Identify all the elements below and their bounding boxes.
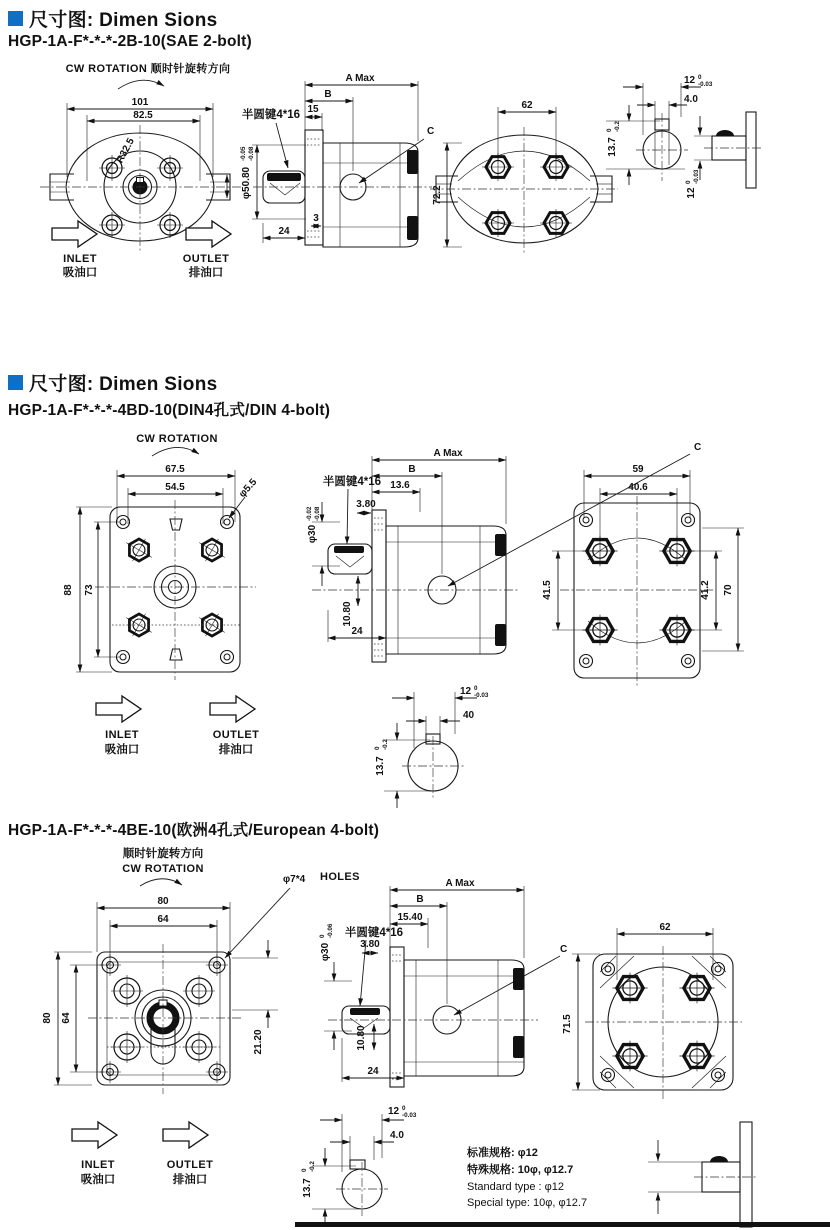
section1-drawing bbox=[0, 55, 830, 365]
flange-plate bbox=[740, 1122, 752, 1227]
valve-nut bbox=[120, 531, 158, 568]
pump-body bbox=[404, 960, 524, 1076]
rotation-label: CW ROTATION bbox=[136, 433, 218, 445]
outlet-label-cn: 排油口 bbox=[172, 1174, 208, 1186]
outlet-label: OUTLET bbox=[212, 729, 260, 741]
svg-text:21.20: 21.20 bbox=[253, 1029, 264, 1055]
hex-nut bbox=[679, 973, 714, 1004]
svg-text:A Max: A Max bbox=[345, 73, 375, 84]
svg-text:12: 12 bbox=[460, 686, 472, 697]
key-label: 半圆键4*16 bbox=[241, 109, 301, 121]
inlet-arrow-icon bbox=[52, 221, 97, 247]
corner-bolt-hole bbox=[712, 1069, 725, 1082]
svg-text:-0.2: -0.2 bbox=[382, 739, 389, 750]
note-standard-en: Standard type : φ12 bbox=[467, 1181, 565, 1193]
sae-rear-view bbox=[430, 100, 618, 255]
port-boss bbox=[513, 1036, 524, 1058]
svg-text:80: 80 bbox=[157, 896, 169, 907]
svg-text:24: 24 bbox=[367, 1066, 379, 1077]
svg-text:0: 0 bbox=[698, 74, 702, 81]
relief-bottom bbox=[170, 649, 182, 660]
shaft-chamfer bbox=[336, 556, 364, 567]
corner-bolt-hole bbox=[580, 514, 593, 527]
svg-text:13.6: 13.6 bbox=[390, 480, 410, 491]
svg-text:-0.03: -0.03 bbox=[693, 169, 700, 184]
svg-text:59: 59 bbox=[632, 464, 644, 475]
corner-bolt-hole bbox=[602, 963, 615, 976]
svg-text:3: 3 bbox=[313, 213, 319, 224]
holes-label: HOLES bbox=[320, 871, 360, 883]
svg-text:15.40: 15.40 bbox=[397, 912, 423, 923]
shaft-key bbox=[334, 546, 364, 553]
sae-side-view bbox=[240, 73, 434, 247]
bolt-circle bbox=[157, 155, 183, 181]
flange-plate bbox=[390, 947, 404, 1087]
port-boss bbox=[407, 150, 418, 174]
sae-front-view bbox=[40, 61, 242, 279]
svg-text:0: 0 bbox=[402, 1105, 406, 1112]
corner-hole bbox=[99, 1061, 121, 1083]
hex-nut bbox=[612, 973, 647, 1004]
svg-text:41.5: 41.5 bbox=[542, 580, 553, 600]
svg-text:φ30: φ30 bbox=[320, 942, 331, 962]
port-boss bbox=[513, 968, 524, 990]
c-label: C bbox=[427, 126, 435, 137]
port-boss bbox=[495, 624, 506, 646]
svg-text:12: 12 bbox=[684, 75, 696, 86]
inlet-arrow-icon bbox=[96, 696, 141, 722]
note-special-en: Special type: 10φ, φ12.7 bbox=[467, 1197, 588, 1209]
holes-dia: φ7*4 bbox=[283, 874, 306, 885]
svg-text:64: 64 bbox=[157, 914, 169, 925]
svg-text:41.2: 41.2 bbox=[700, 580, 711, 600]
outlet-label-cn: 排油口 bbox=[188, 267, 224, 279]
corner-bolt-hole bbox=[580, 655, 593, 668]
hex-nut bbox=[659, 615, 694, 646]
dimensions bbox=[432, 100, 556, 247]
rotation-label: CW ROTATION 顺时针旋转方向 bbox=[65, 63, 231, 75]
section1-header bbox=[8, 5, 217, 32]
hex-nut bbox=[482, 209, 514, 237]
inlet-label: INLET bbox=[63, 253, 97, 265]
svg-text:13.7: 13.7 bbox=[375, 756, 386, 776]
relief-top bbox=[170, 519, 182, 530]
inlet-label-cn: 吸油口 bbox=[104, 744, 140, 756]
svg-text:54.5: 54.5 bbox=[165, 482, 185, 493]
valve-nut bbox=[193, 531, 231, 568]
svg-text:B: B bbox=[324, 89, 332, 100]
flange-outline bbox=[97, 952, 230, 1085]
svg-text:62: 62 bbox=[521, 100, 533, 111]
svg-text:24: 24 bbox=[351, 626, 363, 637]
rotation-label-cn: 顺时针旋转方向 bbox=[122, 848, 204, 860]
svg-text:φ5.5: φ5.5 bbox=[237, 476, 260, 500]
inlet-label: INLET bbox=[81, 1159, 115, 1171]
section2-drawing bbox=[0, 418, 830, 818]
rotation-label: CW ROTATION bbox=[122, 863, 204, 875]
svg-text:φ30: φ30 bbox=[307, 524, 318, 544]
hex-nut bbox=[582, 536, 617, 567]
din-side-view bbox=[306, 442, 701, 662]
svg-text:82.5: 82.5 bbox=[133, 110, 153, 121]
shaft-detail bbox=[606, 74, 713, 185]
svg-text:72.2: 72.2 bbox=[432, 185, 443, 205]
svg-text:4.0: 4.0 bbox=[684, 94, 698, 105]
svg-text:88: 88 bbox=[63, 584, 74, 596]
shaft-detail bbox=[301, 1105, 417, 1227]
svg-text:0: 0 bbox=[301, 1168, 308, 1172]
corner-bolt-hole bbox=[712, 963, 725, 976]
key-section bbox=[710, 1156, 728, 1162]
cw-arc-arrow-icon bbox=[152, 447, 199, 456]
corner-hole bbox=[206, 954, 228, 976]
port-circle bbox=[111, 975, 143, 1007]
svg-text:R32.5: R32.5 bbox=[114, 136, 137, 166]
flange-plate bbox=[746, 112, 756, 188]
svg-text:13.7: 13.7 bbox=[607, 137, 618, 157]
hex-nut bbox=[482, 153, 514, 181]
inlet-label-cn: 吸油口 bbox=[80, 1174, 116, 1186]
euro-front-view bbox=[42, 846, 360, 1186]
svg-text:-0.2: -0.2 bbox=[614, 121, 621, 132]
corner-bolt-hole bbox=[602, 1069, 615, 1082]
hex-nut bbox=[659, 536, 694, 567]
blue-square-bullet bbox=[8, 375, 23, 390]
svg-text:-0.08: -0.08 bbox=[248, 146, 255, 161]
svg-text:3.80: 3.80 bbox=[356, 499, 376, 510]
svg-text:10.80: 10.80 bbox=[356, 1025, 367, 1051]
dimensions bbox=[374, 685, 489, 808]
svg-text:A Max: A Max bbox=[445, 878, 475, 889]
svg-text:A Max: A Max bbox=[433, 448, 463, 459]
section2-model: HGP-1A-F*-*-*-4BD-10(DIN4孔式/DIN 4-bolt) bbox=[8, 402, 331, 419]
inlet-arrow-icon bbox=[72, 1122, 117, 1148]
key-label: 半圆键4*16 bbox=[344, 927, 404, 939]
note-standard-cn: 标准规格: φ12 bbox=[467, 1147, 538, 1159]
hex-nut bbox=[679, 1041, 714, 1072]
note-special-cn: 特殊规格: 10φ, φ12.7 bbox=[467, 1164, 574, 1176]
svg-text:64: 64 bbox=[61, 1012, 72, 1024]
blue-square-bullet bbox=[8, 11, 23, 26]
svg-text:40.6: 40.6 bbox=[628, 482, 648, 493]
euro-side-view bbox=[319, 878, 567, 1087]
dimensions bbox=[542, 464, 744, 651]
corner-hole bbox=[206, 1061, 228, 1083]
section2-header bbox=[8, 369, 217, 396]
corner-bolt-hole bbox=[682, 514, 695, 527]
euro-rear-view bbox=[562, 922, 742, 1100]
pump-body bbox=[323, 143, 418, 247]
key-cross-section bbox=[648, 1122, 758, 1227]
port-circle bbox=[183, 975, 215, 1007]
hex-nut bbox=[540, 153, 572, 181]
svg-text:13.7: 13.7 bbox=[302, 1178, 313, 1198]
svg-text:B: B bbox=[416, 894, 424, 905]
svg-text:-0.03: -0.03 bbox=[402, 1112, 417, 1119]
shaft-key bbox=[267, 173, 301, 181]
din-front-view bbox=[63, 433, 260, 756]
din-rear-view bbox=[542, 464, 744, 686]
hex-nut bbox=[582, 615, 617, 646]
key-cross-section bbox=[685, 112, 762, 199]
section1-title: 尺寸图: Dimen Sions bbox=[29, 10, 218, 31]
outlet-label: OUTLET bbox=[166, 1159, 214, 1171]
svg-text:73: 73 bbox=[84, 584, 95, 596]
outlet-label-cn: 排油口 bbox=[218, 744, 254, 756]
svg-text:24: 24 bbox=[278, 226, 290, 237]
svg-text:12: 12 bbox=[686, 187, 697, 199]
svg-text:0: 0 bbox=[374, 746, 381, 750]
svg-text:-0.08: -0.08 bbox=[314, 506, 321, 521]
key-label: 半圆键4*16 bbox=[322, 476, 382, 488]
section3-model: HGP-1A-F*-*-*-4BE-10(欧洲4孔式/European 4-bolt) bbox=[8, 822, 380, 839]
inlet-label: INLET bbox=[105, 729, 139, 741]
dimensions bbox=[63, 464, 260, 672]
shaft-chamfer bbox=[270, 183, 300, 195]
section2-title: 尺寸图: Dimen Sions bbox=[29, 374, 218, 395]
svg-text:φ50.80: φ50.80 bbox=[241, 166, 252, 200]
svg-text:80: 80 bbox=[42, 1012, 53, 1024]
svg-text:0: 0 bbox=[474, 685, 478, 692]
outlet-arrow-icon bbox=[210, 696, 255, 722]
corner-hole bbox=[99, 954, 121, 976]
spec-notes bbox=[466, 1145, 587, 1209]
outlet-label: OUTLET bbox=[182, 253, 230, 265]
c-label: C bbox=[560, 944, 568, 955]
cw-arc-arrow-icon bbox=[118, 80, 164, 89]
svg-text:15: 15 bbox=[307, 104, 319, 115]
flange-plate bbox=[372, 510, 386, 662]
svg-text:-0.03: -0.03 bbox=[474, 692, 489, 699]
svg-text:B: B bbox=[408, 464, 416, 475]
section3-drawing bbox=[0, 840, 830, 1230]
svg-text:-0.2: -0.2 bbox=[309, 1161, 316, 1172]
svg-text:-0.05: -0.05 bbox=[240, 146, 247, 161]
port-boss bbox=[407, 216, 418, 240]
inlet-label-cn: 吸油口 bbox=[62, 267, 98, 279]
page-bottom-rule bbox=[295, 1222, 830, 1227]
svg-text:10.80: 10.80 bbox=[342, 601, 353, 627]
corner-bolt-hole bbox=[221, 651, 234, 664]
cw-arc-arrow-icon bbox=[140, 879, 182, 886]
key-section bbox=[716, 130, 734, 136]
svg-text:12: 12 bbox=[388, 1106, 400, 1117]
key bbox=[350, 1160, 365, 1169]
svg-text:-0.02: -0.02 bbox=[306, 506, 313, 521]
svg-text:3.80: 3.80 bbox=[360, 939, 380, 950]
shaft-key bbox=[350, 1008, 380, 1015]
svg-text:67.5: 67.5 bbox=[165, 464, 185, 475]
svg-text:-0.06: -0.06 bbox=[327, 923, 334, 938]
svg-text:4.0: 4.0 bbox=[390, 1130, 404, 1141]
dimensions bbox=[67, 97, 227, 198]
c-label: C bbox=[694, 442, 702, 453]
svg-text:62: 62 bbox=[659, 922, 671, 933]
section1-model: HGP-1A-F*-*-*-2B-10(SAE 2-bolt) bbox=[8, 33, 252, 50]
flange-plate bbox=[305, 130, 323, 245]
shaft-detail bbox=[374, 685, 489, 808]
port-boss bbox=[495, 534, 506, 556]
svg-text:0: 0 bbox=[685, 180, 692, 184]
svg-text:101: 101 bbox=[131, 97, 149, 108]
corner-bolt-hole bbox=[682, 655, 695, 668]
outlet-arrow-icon bbox=[163, 1122, 208, 1148]
dimensions bbox=[240, 73, 434, 243]
hex-nut bbox=[612, 1041, 647, 1072]
svg-text:40: 40 bbox=[463, 710, 475, 721]
svg-text:0: 0 bbox=[606, 128, 613, 132]
port-circle bbox=[183, 1031, 215, 1063]
svg-text:70: 70 bbox=[723, 584, 734, 596]
svg-text:0: 0 bbox=[319, 934, 326, 938]
dimensions bbox=[319, 878, 567, 1082]
svg-text:-0.03: -0.03 bbox=[698, 81, 713, 88]
corner-bolt-hole bbox=[221, 516, 234, 529]
svg-text:71.5: 71.5 bbox=[562, 1014, 573, 1034]
